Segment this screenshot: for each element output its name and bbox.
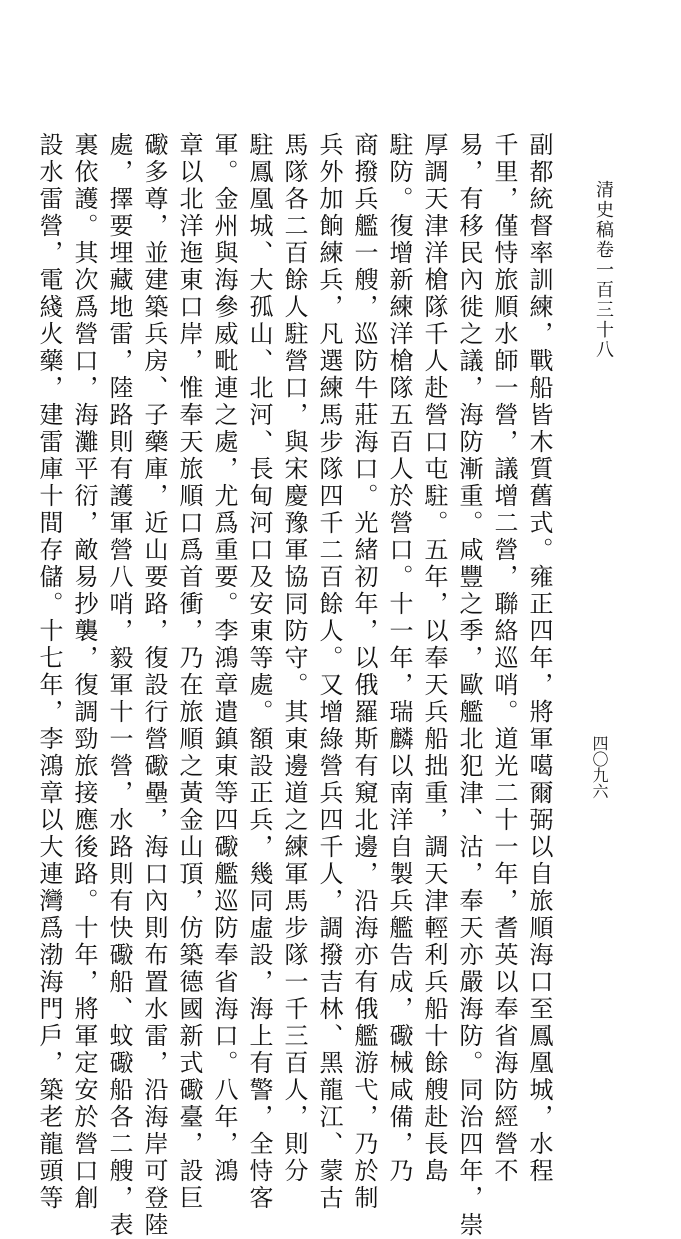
text-column: 易，有移民內徙之議，海防漸重。咸豐之季，歐艦北犯津、沽，奉天亦嚴海防。同治四年，崇 [455, 132, 483, 1239]
text-column: 駐防。復增新練洋槍隊五百人於營口。十一年，瑞麟以南洋自製兵艦告成，礮械咸備，乃 [385, 132, 413, 1185]
text-column: 礮多尊，並建築兵房、子藥庫，近山要路，復設行營礮壘，海口內則布置水雷，沿海岸可登陸 [140, 132, 168, 1239]
text-column: 千里，僅恃旅順水師一營，議增二營，聯絡巡哨。道光二十一年，耆英以奉省海防經營不 [490, 132, 518, 1185]
running-header: 清史稿卷一百三十八 [593, 180, 614, 360]
text-column: 裏依護。其次爲營口，海灘平衍，敵易抄襲，復調勁旅接應後路。十年，將軍定安於營口創 [70, 132, 98, 1212]
text-column: 設水雷營，電綫火藥，建雷庫十間存儲。十七年，李鴻章以大連灣爲渤海門戶，築老龍頭等 [35, 132, 63, 1212]
body-text [35, 132, 556, 1239]
text-column: 章以北洋迤東口岸，惟奉天旅順口爲首衝，乃在旅順之黃金山頂，仿築德國新式礮臺，設巨 [175, 132, 203, 1212]
text-column: 商撥兵艦一艘，巡防牛莊海口。光緒初年，以俄羅斯有窺北邊，沿海亦有俄艦游弋，乃於制 [350, 132, 378, 1212]
page-number: 四〇九六 [590, 735, 609, 799]
text-column: 馬隊各二百餘人駐營口，與宋慶豫軍協同防守。其東邊道之練軍馬步隊一千三百人，則分 [280, 132, 308, 1185]
text-column: 軍。金州與海參威毗連之處，尤爲重要。李鴻章遣鎮東等四礮艦巡防奉省海口。八年，鴻 [210, 132, 238, 1185]
text-column: 處，擇要埋藏地雷，陸路則有護軍營八哨，毅軍十一營，水路則有快礮船、蚊礮船各二艘，表 [105, 132, 133, 1239]
text-column: 兵外加餉練兵，凡選練馬步隊四千二百餘人。又增綠營兵四千人，調撥吉林、黑龍江、蒙古 [315, 132, 343, 1212]
text-column: 厚調天津洋槍隊千人赴營口屯駐。五年，以奉天兵船拙重，調天津輕利兵船十餘艘赴長島 [420, 132, 448, 1185]
text-column: 副都統督率訓練，戰船皆木質舊式。雍正四年，將軍噶爾弼以自旅順海口至鳳凰城，水程 [525, 132, 553, 1185]
text-column: 駐鳳凰城、大孤山、北河、長甸河口及安東等處。額設正兵，幾同虛設，海上有警，全恃客 [245, 132, 273, 1212]
